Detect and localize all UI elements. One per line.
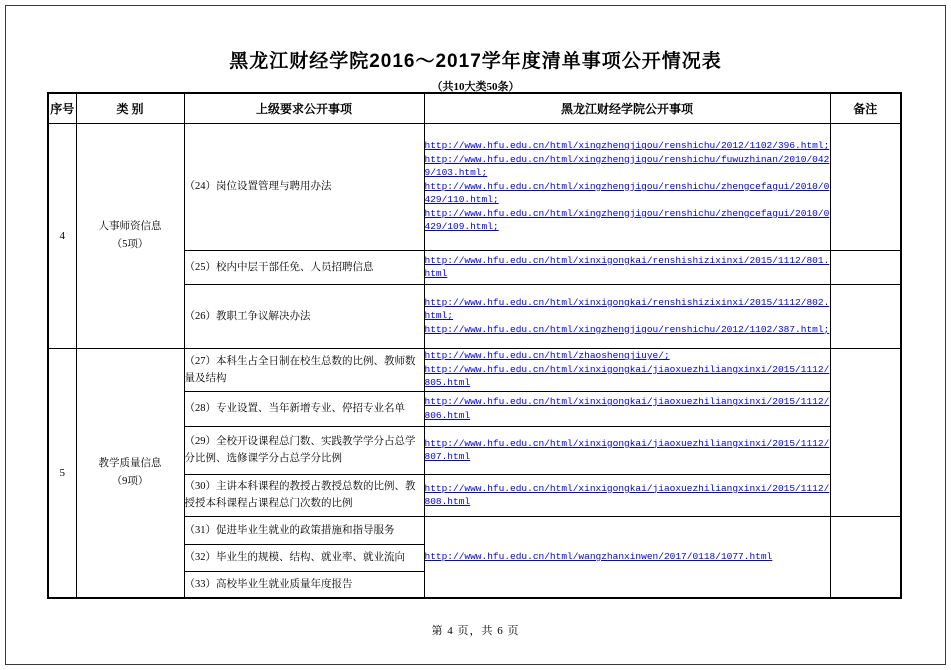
page-title: 黑龙江财经学院2016～2017学年度清单事项公开情况表 [229, 51, 722, 72]
col-header-category: 类 别 [76, 93, 184, 123]
item-label-26: （26）教职工争议解决办法 [184, 284, 424, 348]
link-url[interactable]: http://www.hfu.edu.cn/html/xinxigongkai/jiaoxuezhiliangxinxi/2015/1112/808.html [424, 482, 830, 507]
link-url[interactable]: http://www.hfu.edu.cn/html/xingzhengjigou/renshichu/2012/1102/387.html; [424, 323, 830, 335]
table-row [48, 348, 901, 391]
item-label-29: （29）全校开设课程总门数、实践教学学分占总学分比例、选修课学分占总学分比例 [184, 426, 424, 474]
item-label-30: （30）主讲本科课程的教授占教授总数的比例、教授授本科课程占课程总门次数的比例 [184, 474, 424, 516]
table-row [48, 123, 901, 250]
item-label-24: （24）岗位设置管理与聘用办法 [184, 123, 424, 250]
disclosure-table [47, 92, 902, 599]
page-subtitle: （共10大类50条） [431, 81, 520, 93]
category-count: （9项） [111, 475, 149, 487]
page-footer: 第 4 页，共 6 页 [431, 625, 520, 637]
link-url[interactable]: http://www.hfu.edu.cn/html/xinxigongkai/jiaoxuezhiliangxinxi/2015/1112/805.html [424, 363, 830, 389]
item-label-25: （25）校内中层干部任免、人员招聘信息 [184, 250, 424, 284]
link-url[interactable]: http://www.hfu.edu.cn/html/xinxigongkai/jiaoxuezhiliangxinxi/2015/1112/806.html [424, 396, 830, 421]
item-label-28: （28）专业设置、当年新增专业、停招专业名单 [184, 391, 424, 426]
col-header-remarks: 备注 [830, 93, 901, 123]
category-name: 人事师资信息 [98, 221, 162, 233]
item-label-31: （31）促进毕业生就业的政策措施和指导服务 [184, 516, 424, 544]
item-label-27: （27）本科生占全日制在校生总数的比例、教师数量及结构 [184, 348, 424, 391]
url-cell-25 [424, 250, 830, 284]
link-url[interactable]: http://www.hfu.edu.cn/html/xingzhengjigou/renshichu/zhengcefagui/2010/0429/110.html; [424, 180, 830, 206]
seq-cell-5: 5 [48, 348, 76, 598]
remark-cell [830, 516, 901, 598]
remark-cell [830, 250, 901, 284]
url-cell-31-33 [424, 516, 830, 598]
category-cell-4 [76, 123, 184, 348]
link-url[interactable]: http://www.hfu.edu.cn/html/xingzhengjigou/renshichu/zhengcefagui/2010/0429/109.html; [424, 207, 830, 233]
url-cell-29 [424, 426, 830, 474]
link-url[interactable]: http://www.hfu.edu.cn/html/xingzhengjigou/renshichu/2012/1102/396.html; [424, 140, 830, 152]
url-cell-26 [424, 284, 830, 348]
link-url[interactable]: http://www.hfu.edu.cn/html/xinxigongkai/jiaoxuezhiliangxinxi/2015/1112/807.html [424, 437, 830, 462]
header-row [48, 93, 901, 123]
link-url[interactable]: http://www.hfu.edu.cn/html/xingzhengjigou/renshichu/fuwuzhinan/2010/0429/103.html; [424, 153, 830, 179]
remark-cell [830, 123, 901, 250]
link-url[interactable]: http://www.hfu.edu.cn/html/wangzhanxinwen/2017/0118/1077.html [424, 551, 773, 562]
url-cell-30 [424, 474, 830, 516]
url-cell-27 [424, 348, 830, 391]
col-header-required-items: 上级要求公开事项 [184, 93, 424, 123]
item-label-33: （33）高校毕业生就业质量年度报告 [184, 571, 424, 598]
remark-cell [830, 348, 901, 516]
url-cell-28 [424, 391, 830, 426]
seq-cell-4: 4 [48, 123, 76, 348]
category-count: （5项） [111, 238, 149, 250]
url-cell-24 [424, 123, 830, 250]
link-url[interactable]: http://www.hfu.edu.cn/html/xinxigongkai/renshishizixinxi/2015/1112/801.html [424, 254, 830, 279]
category-name: 教学质量信息 [98, 458, 162, 470]
link-url[interactable]: http://www.hfu.edu.cn/html/zhaoshengjiuye/; [424, 350, 670, 362]
remark-cell [830, 284, 901, 348]
item-label-32: （32）毕业生的规模、结构、就业率、就业流向 [184, 544, 424, 571]
col-header-seq: 序号 [48, 93, 76, 123]
link-url[interactable]: http://www.hfu.edu.cn/html/xinxigongkai/renshishizixinxi/2015/1112/802.html; [424, 296, 830, 322]
col-header-disclosed-items: 黑龙江财经学院公开事项 [424, 93, 830, 123]
category-cell-5 [76, 348, 184, 598]
